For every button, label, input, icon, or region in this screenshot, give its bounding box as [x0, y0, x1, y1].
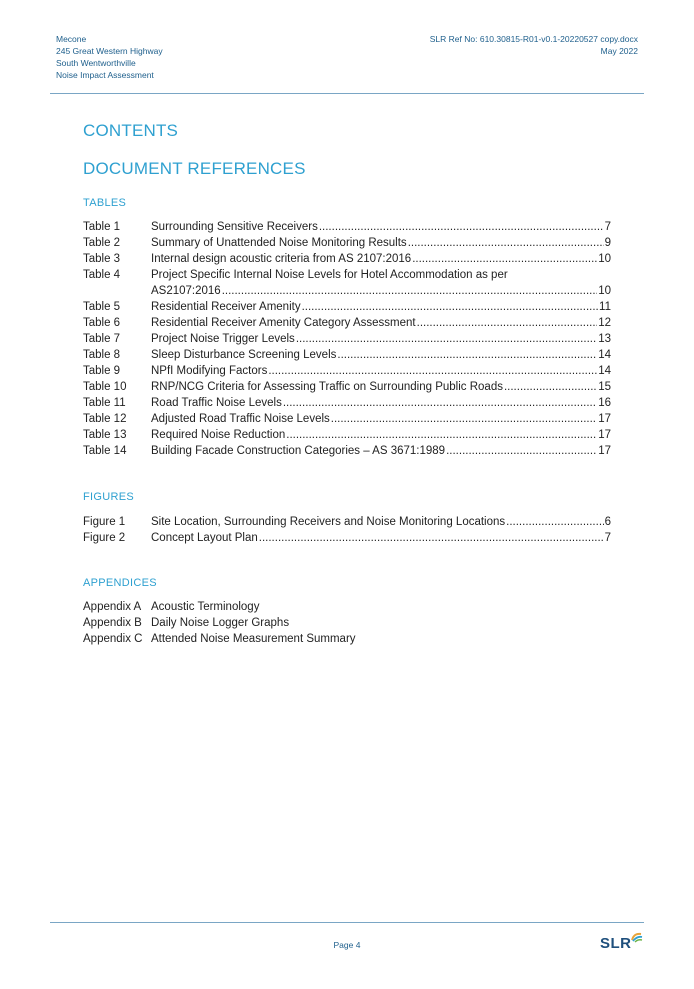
table-label: Table 13: [83, 429, 127, 441]
table-entry[interactable]: [83, 299, 611, 315]
table-entry-text: [151, 347, 611, 363]
table-label: Table 5: [83, 301, 121, 313]
figure-entry[interactable]: [83, 530, 611, 546]
header-divider: [50, 93, 644, 94]
appendix-label: Appendix A: [83, 601, 142, 613]
table-page-number: 9: [604, 237, 611, 249]
table-title: Required Noise Reduction: [151, 429, 286, 441]
appendix-label: Appendix C: [83, 633, 143, 645]
figures-heading: FIGURES: [83, 491, 134, 503]
table-title: Internal design acoustic criteria from AS 2107:2016: [151, 253, 412, 265]
dot-leader: [446, 443, 597, 459]
table-entry-text: [151, 267, 611, 299]
table-entry-text: [151, 427, 611, 443]
table-entry-text: [151, 363, 611, 379]
table-entry[interactable]: [83, 427, 611, 443]
header-report-title: Noise Impact Assessment: [56, 70, 154, 80]
header-address: 245 Great Western Highway: [56, 46, 163, 56]
table-title: Summary of Unattended Noise Monitoring Results: [151, 237, 407, 249]
table-entry-text: [151, 395, 611, 411]
figures-list: [83, 514, 611, 546]
table-entry[interactable]: [83, 315, 611, 331]
figure-entry-text: [151, 514, 611, 530]
logo-text: SLR: [600, 935, 632, 952]
dot-leader: [286, 427, 597, 443]
appendix-entry[interactable]: [83, 615, 611, 631]
table-title: Residential Receiver Amenity Category Assessment: [151, 317, 416, 329]
dot-leader: [302, 299, 598, 315]
table-label: Table 12: [83, 413, 127, 425]
table-entry[interactable]: [83, 363, 611, 379]
table-page-number: 17: [598, 413, 611, 425]
table-title: Project Noise Trigger Levels: [151, 333, 295, 345]
table-label: Table 1: [83, 221, 121, 233]
table-page-number: 14: [598, 349, 611, 361]
table-title: Surrounding Sensitive Receivers: [151, 221, 318, 233]
page-number: Page 4: [333, 940, 361, 950]
table-page-number: 13: [598, 333, 611, 345]
header-right: [430, 33, 638, 57]
table-title-continued: [151, 283, 611, 299]
appendices-list: [83, 599, 611, 647]
table-page-number: 17: [598, 445, 611, 457]
table-title-line2: AS2107:2016: [151, 285, 221, 297]
appendix-entry[interactable]: [83, 631, 611, 647]
table-label: Table 7: [83, 333, 121, 345]
table-entry-text: [151, 443, 611, 459]
table-entry[interactable]: [83, 251, 611, 267]
dot-leader: [296, 331, 597, 347]
table-entry[interactable]: [83, 235, 611, 251]
table-page-number: 16: [598, 397, 611, 409]
table-entry[interactable]: [83, 331, 611, 347]
dot-leader: [222, 283, 598, 299]
appendix-entry[interactable]: [83, 599, 611, 615]
figure-entry-text: [151, 530, 611, 546]
table-entry-text: [151, 315, 611, 331]
appendix-entry-text: [151, 599, 611, 615]
slr-swirl-icon: [630, 930, 644, 944]
dot-leader: [337, 347, 597, 363]
figure-entry[interactable]: [83, 514, 611, 530]
dot-leader: [268, 363, 597, 379]
appendix-entry-text: [151, 615, 611, 631]
appendix-title: Acoustic Terminology: [151, 601, 260, 613]
table-label: Table 14: [83, 445, 127, 457]
dot-leader: [408, 235, 604, 251]
appendix-entry-text: [151, 631, 611, 647]
footer-divider: [50, 922, 644, 923]
table-page-number: 14: [598, 365, 611, 377]
table-entry-text: [151, 411, 611, 427]
table-title: Road Traffic Noise Levels: [151, 397, 282, 409]
figure-page-number: 7: [604, 532, 611, 544]
table-label: Table 4: [83, 269, 121, 281]
figure-title: Site Location, Surrounding Receivers and Noise Monitoring Locations: [151, 516, 506, 528]
table-entry[interactable]: [83, 443, 611, 459]
contents-heading: CONTENTS: [83, 121, 179, 140]
appendices-heading: APPENDICES: [83, 577, 157, 589]
document-references-heading: DOCUMENT REFERENCES: [83, 159, 306, 178]
table-entry[interactable]: [83, 219, 611, 235]
header-client: Mecone: [56, 34, 87, 44]
table-entry-text: [151, 299, 611, 315]
appendix-title: Attended Noise Measurement Summary: [151, 633, 356, 645]
table-title: Building Facade Construction Categories – AS 3671:1989: [151, 445, 446, 457]
dot-leader: [412, 251, 597, 267]
table-entry-text: [151, 331, 611, 347]
table-entry-text: [151, 235, 611, 251]
table-entry[interactable]: [83, 395, 611, 411]
table-page-number: 10: [598, 253, 611, 265]
header-ref: SLR Ref No: 610.30815-R01-v0.1-20220527 copy.docx: [429, 34, 638, 44]
figure-title: Concept Layout Plan: [151, 532, 258, 544]
dot-leader: [319, 219, 604, 235]
appendix-title: Daily Noise Logger Graphs: [151, 617, 290, 629]
table-entry[interactable]: [83, 347, 611, 363]
figure-page-number: 6: [604, 516, 611, 528]
table-title: Residential Receiver Amenity: [151, 301, 301, 313]
figure-label: Figure 2: [83, 532, 126, 544]
table-page-number: 17: [598, 429, 611, 441]
header-date: May 2022: [600, 46, 638, 56]
table-label: Table 8: [83, 349, 121, 361]
table-label: Table 9: [83, 365, 121, 377]
figure-label: Figure 1: [83, 516, 126, 528]
table-page-number: 15: [598, 381, 611, 393]
table-entry[interactable]: [83, 379, 611, 395]
table-entry-text: [151, 251, 611, 267]
dot-leader: [331, 411, 597, 427]
table-title: Adjusted Road Traffic Noise Levels: [151, 413, 330, 425]
table-page-number: 11: [599, 301, 611, 313]
table-label: Table 3: [83, 253, 121, 265]
table-label: Table 11: [83, 397, 126, 409]
table-label: Table 2: [83, 237, 121, 249]
slr-logo: [600, 930, 650, 954]
table-page-number: 10: [598, 285, 611, 297]
tables-list: [83, 219, 611, 459]
table-label: Table 10: [83, 381, 127, 393]
table-entry-text: [151, 379, 611, 395]
dot-leader: [504, 379, 597, 395]
header-suburb: South Wentworthville: [56, 58, 136, 68]
dot-leader: [259, 530, 604, 546]
dot-leader: [417, 315, 598, 331]
table-title: NPfI Modifying Factors: [151, 365, 268, 377]
table-entry[interactable]: [83, 267, 611, 299]
table-title: Project Specific Internal Noise Levels for Hotel Accommodation as per: [151, 269, 508, 281]
table-title: RNP/NCG Criteria for Assessing Traffic on Surrounding Public Roads: [151, 381, 503, 393]
table-entry-text: [151, 219, 611, 235]
dot-leader: [283, 395, 597, 411]
appendix-label: Appendix B: [83, 617, 142, 629]
tables-heading: TABLES: [83, 197, 127, 209]
header-left: [56, 33, 163, 81]
table-page-number: 12: [598, 317, 611, 329]
table-title: Sleep Disturbance Screening Levels: [151, 349, 337, 361]
table-entry[interactable]: [83, 411, 611, 427]
table-page-number: 7: [604, 221, 611, 233]
dot-leader: [506, 514, 603, 530]
table-label: Table 6: [83, 317, 121, 329]
